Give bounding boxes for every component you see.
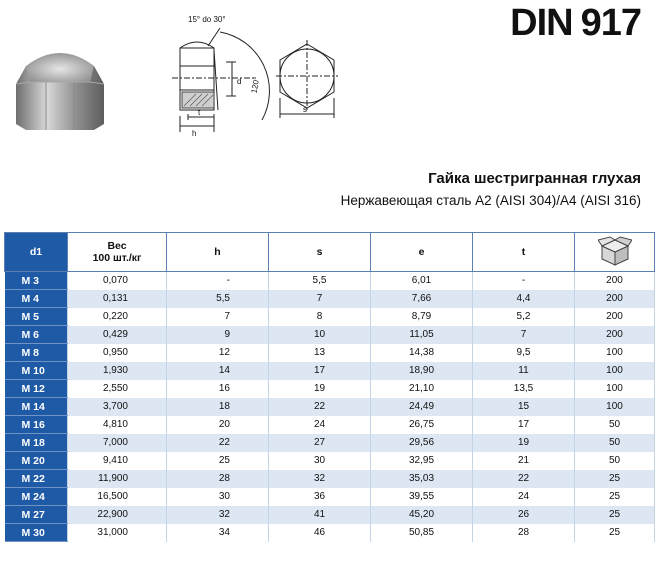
dimensions-table bbox=[4, 232, 655, 542]
cell-e: 6,01 bbox=[371, 272, 473, 290]
cell-t: 22 bbox=[473, 470, 575, 488]
cell-package-qty: 200 bbox=[575, 272, 655, 290]
cell-package-qty: 25 bbox=[575, 470, 655, 488]
cell-package-qty: 200 bbox=[575, 308, 655, 326]
cell-package-qty: 100 bbox=[575, 362, 655, 380]
cell-e: 14,38 bbox=[371, 344, 473, 362]
table-row bbox=[5, 308, 655, 326]
cell-e: 39,55 bbox=[371, 488, 473, 506]
product-material: Нержавеющая сталь A2 (AISI 304)/A4 (AISI 316) bbox=[340, 193, 641, 208]
cell-package-qty: 50 bbox=[575, 416, 655, 434]
cell-t: 17 bbox=[473, 416, 575, 434]
cell-s: 32 bbox=[269, 470, 371, 488]
cell-weight: 3,700 bbox=[68, 398, 167, 416]
cell-t: 24 bbox=[473, 488, 575, 506]
table-row bbox=[5, 380, 655, 398]
cell-e: 35,03 bbox=[371, 470, 473, 488]
cell-d1: M 22 bbox=[5, 470, 68, 488]
dim-t-label: t bbox=[198, 108, 201, 117]
cell-e: 11,05 bbox=[371, 326, 473, 344]
cell-h: - bbox=[167, 272, 269, 290]
cell-t: 11 bbox=[473, 362, 575, 380]
cell-d1: M 4 bbox=[5, 290, 68, 308]
cell-e: 8,79 bbox=[371, 308, 473, 326]
standard-prefix: DIN bbox=[510, 2, 573, 44]
cell-weight: 0,220 bbox=[68, 308, 167, 326]
dim-h-label: h bbox=[192, 129, 197, 138]
table-row bbox=[5, 488, 655, 506]
cell-package-qty: 25 bbox=[575, 506, 655, 524]
cell-d1: M 5 bbox=[5, 308, 68, 326]
standard-number: 917 bbox=[580, 2, 641, 44]
cell-h: 20 bbox=[167, 416, 269, 434]
cell-t: 13,5 bbox=[473, 380, 575, 398]
table-row bbox=[5, 344, 655, 362]
product-name: Гайка шестригранная глухая bbox=[428, 170, 641, 187]
cell-s: 41 bbox=[269, 506, 371, 524]
cell-h: 9 bbox=[167, 326, 269, 344]
dim-s-label: s bbox=[303, 105, 307, 114]
col-weight-unit: 100 шт./кг bbox=[92, 252, 142, 264]
cell-s: 5,5 bbox=[269, 272, 371, 290]
cell-h: 28 bbox=[167, 470, 269, 488]
cell-d1: M 27 bbox=[5, 506, 68, 524]
table-row bbox=[5, 524, 655, 542]
cell-d1: M 18 bbox=[5, 434, 68, 452]
cell-e: 24,49 bbox=[371, 398, 473, 416]
cell-d1: M 10 bbox=[5, 362, 68, 380]
cell-h: 32 bbox=[167, 506, 269, 524]
col-e: e bbox=[371, 233, 473, 272]
table-row bbox=[5, 362, 655, 380]
col-d1: d1 bbox=[5, 233, 68, 272]
col-s: s bbox=[269, 233, 371, 272]
cell-weight: 0,070 bbox=[68, 272, 167, 290]
cell-e: 45,20 bbox=[371, 506, 473, 524]
cell-s: 30 bbox=[269, 452, 371, 470]
cell-e: 18,90 bbox=[371, 362, 473, 380]
cell-h: 22 bbox=[167, 434, 269, 452]
cell-s: 7 bbox=[269, 290, 371, 308]
cell-d1: M 20 bbox=[5, 452, 68, 470]
cell-s: 27 bbox=[269, 434, 371, 452]
cell-t: 5,2 bbox=[473, 308, 575, 326]
cell-package-qty: 200 bbox=[575, 290, 655, 308]
table-row bbox=[5, 416, 655, 434]
table-header-row bbox=[5, 233, 655, 272]
table-row bbox=[5, 290, 655, 308]
cell-weight: 0,950 bbox=[68, 344, 167, 362]
cell-weight: 4,810 bbox=[68, 416, 167, 434]
cell-e: 26,75 bbox=[371, 416, 473, 434]
cell-s: 46 bbox=[269, 524, 371, 542]
dim-d-label: d bbox=[237, 77, 242, 86]
cell-s: 17 bbox=[269, 362, 371, 380]
cell-package-qty: 100 bbox=[575, 398, 655, 416]
col-weight bbox=[68, 233, 167, 272]
top-view-drawing bbox=[272, 40, 342, 120]
col-package bbox=[575, 233, 655, 272]
cell-package-qty: 100 bbox=[575, 380, 655, 398]
cell-h: 30 bbox=[167, 488, 269, 506]
cell-t: 28 bbox=[473, 524, 575, 542]
cell-d1: M 14 bbox=[5, 398, 68, 416]
cell-weight: 11,900 bbox=[68, 470, 167, 488]
standard-title bbox=[510, 2, 641, 45]
cell-package-qty: 25 bbox=[575, 488, 655, 506]
cell-weight: 7,000 bbox=[68, 434, 167, 452]
cell-s: 19 bbox=[269, 380, 371, 398]
cell-t: 21 bbox=[473, 452, 575, 470]
col-t: t bbox=[473, 233, 575, 272]
package-box-icon bbox=[598, 236, 632, 266]
cell-h: 7 bbox=[167, 308, 269, 326]
cell-d1: M 12 bbox=[5, 380, 68, 398]
cell-e: 7,66 bbox=[371, 290, 473, 308]
cell-weight: 16,500 bbox=[68, 488, 167, 506]
cell-s: 13 bbox=[269, 344, 371, 362]
cell-package-qty: 25 bbox=[575, 524, 655, 542]
cell-e: 29,56 bbox=[371, 434, 473, 452]
cell-t: - bbox=[473, 272, 575, 290]
col-h: h bbox=[167, 233, 269, 272]
cell-e: 50,85 bbox=[371, 524, 473, 542]
cell-s: 22 bbox=[269, 398, 371, 416]
cell-package-qty: 50 bbox=[575, 452, 655, 470]
cell-h: 12 bbox=[167, 344, 269, 362]
col-weight-title: Вес bbox=[107, 240, 127, 252]
side-view-drawing bbox=[158, 10, 270, 142]
cell-weight: 9,410 bbox=[68, 452, 167, 470]
cell-t: 19 bbox=[473, 434, 575, 452]
table-row bbox=[5, 506, 655, 524]
cell-h: 14 bbox=[167, 362, 269, 380]
cell-h: 5,5 bbox=[167, 290, 269, 308]
cell-t: 15 bbox=[473, 398, 575, 416]
cell-s: 24 bbox=[269, 416, 371, 434]
cell-package-qty: 200 bbox=[575, 326, 655, 344]
table-row bbox=[5, 470, 655, 488]
cell-e: 21,10 bbox=[371, 380, 473, 398]
cell-t: 9,5 bbox=[473, 344, 575, 362]
cell-weight: 31,000 bbox=[68, 524, 167, 542]
cell-package-qty: 100 bbox=[575, 344, 655, 362]
table-row bbox=[5, 434, 655, 452]
cell-weight: 0,131 bbox=[68, 290, 167, 308]
cell-s: 8 bbox=[269, 308, 371, 326]
cell-d1: M 24 bbox=[5, 488, 68, 506]
cell-weight: 0,429 bbox=[68, 326, 167, 344]
cell-d1: M 16 bbox=[5, 416, 68, 434]
angle-120-label: 120° bbox=[249, 76, 262, 94]
table-row bbox=[5, 398, 655, 416]
cell-h: 34 bbox=[167, 524, 269, 542]
angle-label: 15° do 30° bbox=[188, 15, 226, 24]
cap-nut-photo bbox=[10, 38, 110, 134]
cell-e: 32,95 bbox=[371, 452, 473, 470]
cell-t: 26 bbox=[473, 506, 575, 524]
table-row bbox=[5, 326, 655, 344]
cell-d1: M 6 bbox=[5, 326, 68, 344]
cell-t: 4,4 bbox=[473, 290, 575, 308]
cell-weight: 2,550 bbox=[68, 380, 167, 398]
cell-s: 36 bbox=[269, 488, 371, 506]
cell-h: 18 bbox=[167, 398, 269, 416]
cell-s: 10 bbox=[269, 326, 371, 344]
cell-weight: 22,900 bbox=[68, 506, 167, 524]
cell-h: 16 bbox=[167, 380, 269, 398]
cell-t: 7 bbox=[473, 326, 575, 344]
cell-d1: M 8 bbox=[5, 344, 68, 362]
cell-weight: 1,930 bbox=[68, 362, 167, 380]
cell-h: 25 bbox=[167, 452, 269, 470]
table-row bbox=[5, 452, 655, 470]
table-row bbox=[5, 272, 655, 290]
cell-d1: M 30 bbox=[5, 524, 68, 542]
cell-d1: M 3 bbox=[5, 272, 68, 290]
cell-package-qty: 50 bbox=[575, 434, 655, 452]
